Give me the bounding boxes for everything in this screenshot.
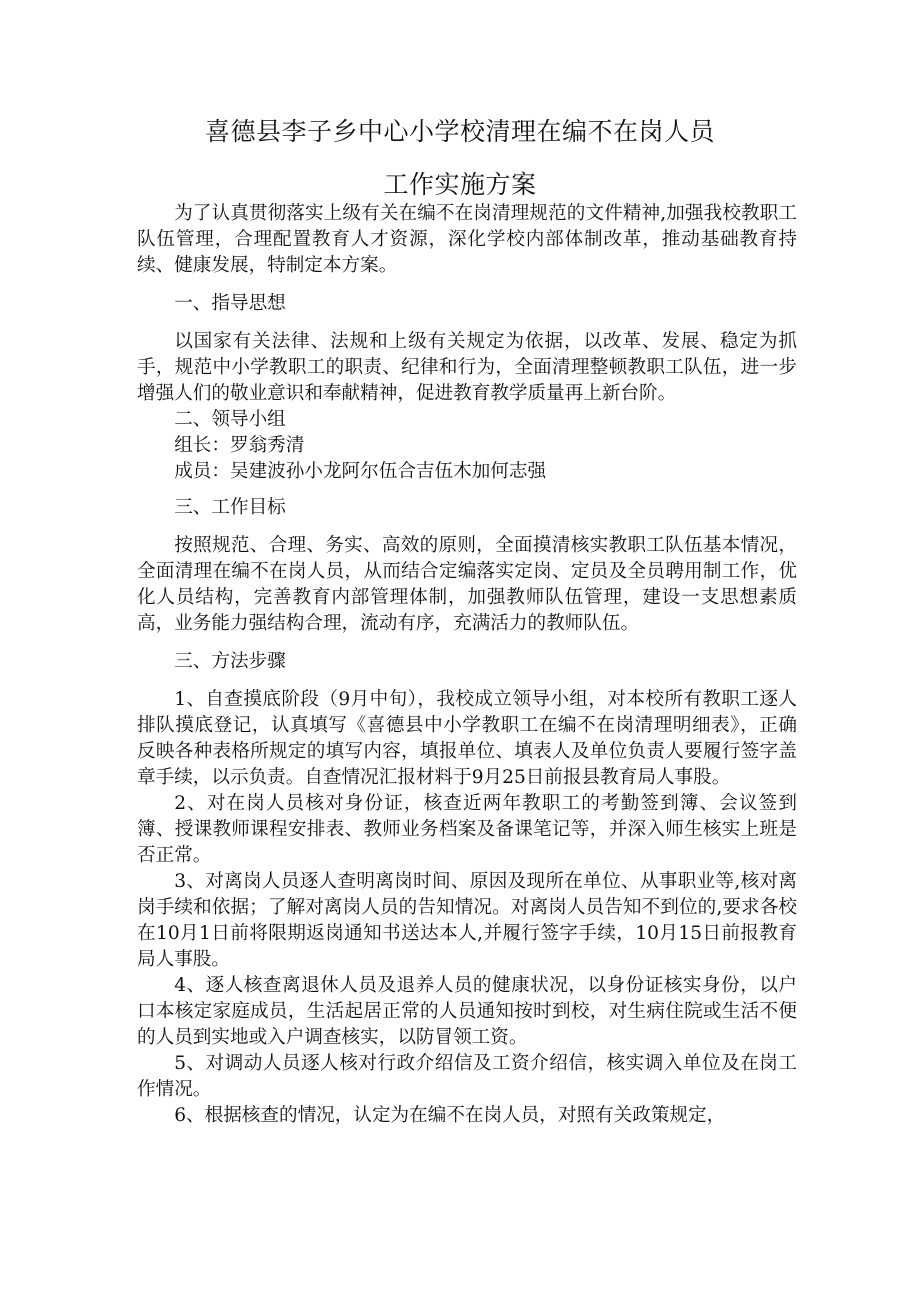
document-title-line1: 喜德县李子乡中心小学校清理在编不在岗人员 — [204, 117, 715, 146]
section1-heading: 一、指导思想 — [174, 293, 286, 314]
step5-paragraph: 5、对调动人员逐人核对行政介绍信及工资介绍信，核实调入单位及在岗工作情况。 — [137, 1053, 797, 1100]
section4-heading: 三、方法步骤 — [174, 651, 286, 672]
step3-paragraph: 3、对离岗人员逐人查明离岗时间、原因及现所在单位、从事职业等,核对离岗手续和依据；了解对离岗人员的告知情况。对离岗人员告知不到位的,要求各校在10月1日前将限期返岗通知书送达本人,并履行签字手续，10月15日前报教育局人事股。 — [137, 871, 797, 970]
intro-paragraph: 为了认真贯彻落实上级有关在编不在岗清理规范的文件精神,加强我校教职工队伍管理，合理配置教育人才资源，深化学校内部体制改革，推动基础教育持续、健康发展，特制定本方案。 — [137, 203, 797, 276]
step1-paragraph: 1、自查摸底阶段（9月中旬），我校成立领导小组，对本校所有教职工逐人排队摸底登记，认真填写《喜德县中小学教职工在编不在岗清理明细表》，正确反映各种表格所规定的填写内容，填报单位、填表人及单位负责人要履行签字盖章手续，以示负责。自查情况汇报材料于9月25日前报县教育局人事股。 — [137, 689, 797, 788]
members-line: 成员：吴建波孙小龙阿尔伍合吉伍木加何志强 — [174, 461, 547, 482]
section3-paragraph: 按照规范、合理、务实、高效的原则，全面摸清核实教职工队伍基本情况，全面清理在编不在岗人员，从而结合定编落实定岗、定员及全员聘用制工作，优化人员结构，完善教育内部管理体制，加强教师队伍管理，建设一支思想素质高，业务能力强结构合理，流动有序，充满活力的教师队伍。 — [137, 535, 797, 634]
section3-heading: 三、工作目标 — [174, 497, 286, 518]
section1-paragraph: 以国家有关法律、法规和上级有关规定为依据，以改革、发展、稳定为抓手，规范中小学教职工的职责、纪律和行为，全面清理整顿教职工队伍，进一步增强人们的敬业意识和奉献精神，促进教育教学质量再上新台阶。 — [137, 331, 797, 404]
step4-paragraph: 4、逐人核查离退休人员及退养人员的健康状况，以身份证核实身份，以户口本核定家庭成员，生活起居正常的人员通知按时到校，对生病住院或生活不便的人员到实地或入户调查核实，以防冒领工资。 — [137, 975, 797, 1048]
step2-paragraph: 2、对在岗人员核对身份证，核查近两年教职工的考勤签到簿、会议签到簿、授课教师课程安排表、教师业务档案及备课笔记等，并深入师生核实上班是否正常。 — [137, 793, 797, 866]
step6-paragraph: 6、根据核查的情况，认定为在编不在岗人员，对照有关政策规定， — [174, 1105, 726, 1126]
document-title-line2: 工作实施方案 — [383, 170, 537, 199]
leader-line: 组长：罗翁秀清 — [174, 435, 305, 456]
document-body — [137, 201, 797, 1129]
section2-heading: 二、领导小组 — [174, 409, 286, 430]
